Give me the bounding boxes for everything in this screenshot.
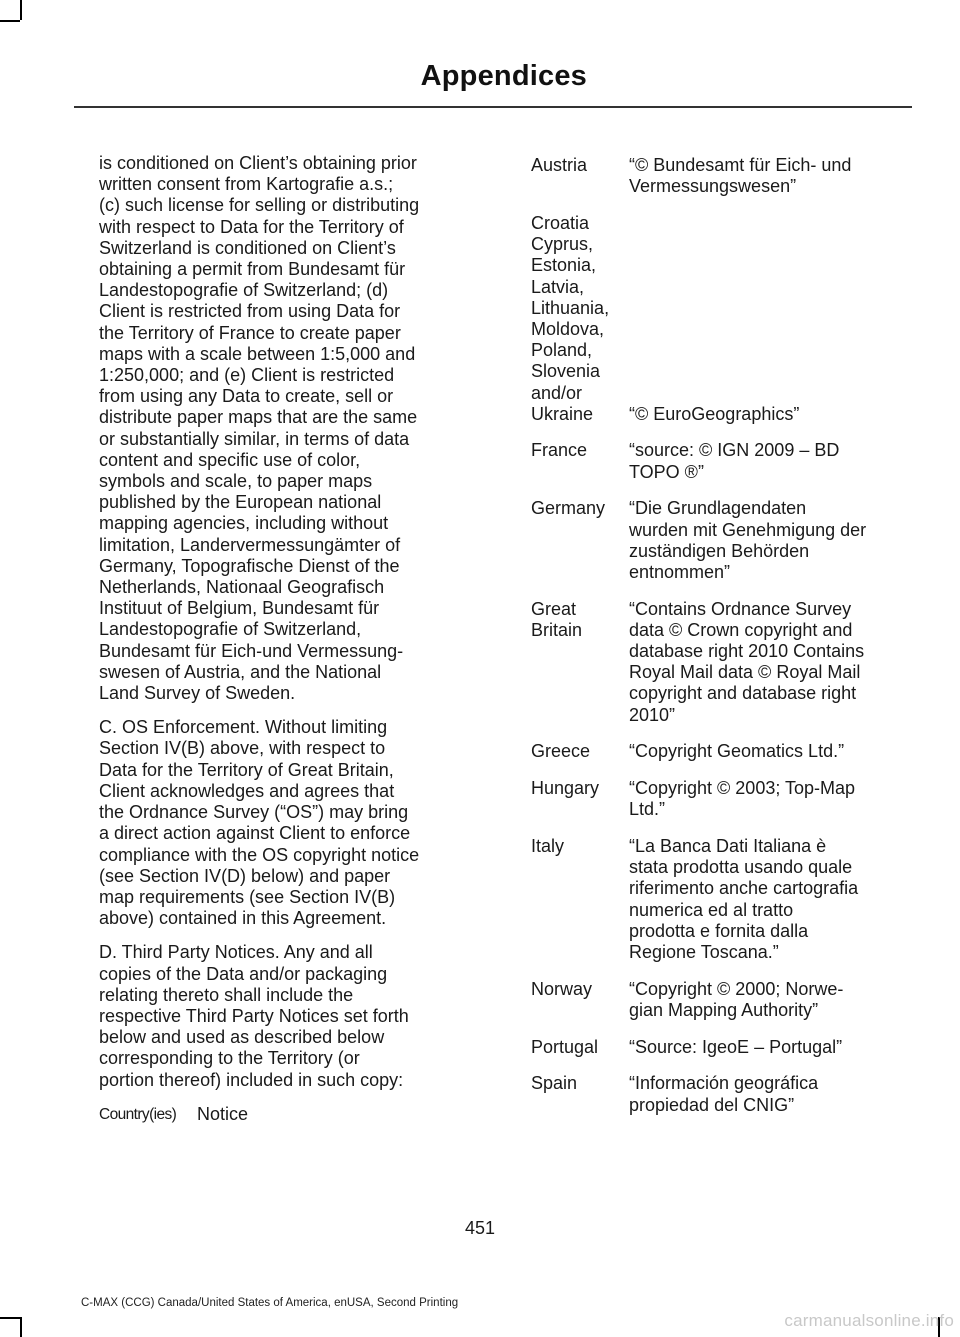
crop-mark-bottom-left-horizontal bbox=[0, 1317, 20, 1319]
notice-cell: “source: © IGN 2009 – BD TOPO ®” bbox=[629, 440, 840, 482]
country-cell: Austria bbox=[531, 155, 588, 175]
table-row bbox=[531, 836, 903, 963]
crop-mark-top-left-horizontal bbox=[0, 20, 20, 22]
paragraph-os-enforcement: C. OS Enforcement. Without limiting Section IV(B) above, with respect to Data for the Territory of Great Britain, Client acknowledges and agrees that the Ordnance Survey (“OS”) may bring a direct action against Client to enforce compliance with the OS copyright notice (see Section IV(D) below) and paper map requirements (see Section IV(B) above) contained in this Agreement. bbox=[99, 717, 420, 929]
notice-cell: “Die Grundlagendaten wurden mit Genehmigung der zuständigen Behörden entnommen” bbox=[629, 498, 867, 582]
country-cell: Croatia Cyprus, Estonia, Latvia, Lithuania, Moldova, Poland, Slovenia and/or Ukraine bbox=[531, 212, 610, 424]
notice-cell: “© Bundesamt für Eich- und Vermessungswesen” bbox=[629, 155, 852, 197]
header-divider bbox=[74, 106, 912, 108]
table-row bbox=[531, 599, 903, 726]
notice-cell: “Información geográfica propiedad del CNIG” bbox=[629, 1073, 819, 1115]
table-row bbox=[531, 979, 903, 1021]
country-cell: Great Britain bbox=[531, 598, 583, 640]
notice-table bbox=[531, 155, 903, 1131]
printing-footer: C-MAX (CCG) Canada/United States of America, enUSA, Second Printing bbox=[81, 1297, 459, 1309]
country-cell: Hungary bbox=[531, 778, 600, 799]
country-cell: Spain bbox=[531, 1073, 578, 1094]
paragraph-license-conditions: is conditioned on Client’s obtaining prior written consent from Kartografie a.s.; (c) such license for selling or distributing with respect to Data for the Territory of Switzerland is conditioned on Client’s obtaining a permit from Bundesamt für Landestopografie of Switzerland; (d) Client is restricted from using Data for the Territory of France to create paper maps with a scale between 1:5,000 and 1:250,000; and (e) Client is restricted from using any Data to create, sell or distribute paper maps that are the same or substantially similar, in terms of data content and specific use of color, symbols and scale, to paper maps published by the European national mapping agencies, including without limitation, Landervermessungämter of Germany, Topografische Dienst of the Netherlands, Nationaal Geografisch Instituut of Belgium, Bundesamt für Landestopografie of Switzerland, Bundesamt für Eich-und Vermessung- swesen of Austria, and the National Land Survey of Sweden. bbox=[99, 153, 420, 704]
page-number: 451 bbox=[464, 1218, 496, 1238]
notice-cell: “Copyright © 2000; Norwe- gian Mapping Authority” bbox=[629, 978, 844, 1020]
table-row bbox=[531, 1073, 903, 1115]
country-cell: Germany bbox=[531, 498, 606, 519]
table-row bbox=[531, 778, 903, 820]
table-row bbox=[531, 741, 903, 762]
left-column bbox=[99, 153, 471, 1125]
notice-cell: “Copyright Geomatics Ltd.” bbox=[629, 741, 845, 762]
page-title: Appendices bbox=[420, 60, 587, 92]
notice-table-header bbox=[99, 1104, 471, 1125]
column-header-notice: Notice bbox=[197, 1103, 249, 1124]
table-row bbox=[531, 213, 903, 425]
notice-cell: “Copyright © 2003; Top-Map Ltd.” bbox=[629, 778, 856, 820]
notice-cell: “© EuroGeographics” bbox=[629, 403, 800, 424]
crop-mark-top-left-vertical bbox=[20, 0, 22, 20]
notice-cell: “La Banca Dati Italiana è stata prodotta usando quale riferimento anche cartografia numerica ed al tratto prodotta e fornita dalla Regione Toscana.” bbox=[629, 835, 859, 962]
notice-cell: “Contains Ordnance Survey data © Crown copyright and database right 2010 Contains Royal Mail data © Royal Mail copyright and database right 2010” bbox=[629, 598, 865, 725]
table-row bbox=[531, 440, 903, 482]
table-row bbox=[531, 498, 903, 583]
country-cell: Portugal bbox=[531, 1036, 599, 1057]
notice-cell: “Source: IgeoE – Portugal” bbox=[629, 1036, 843, 1057]
country-cell: Italy bbox=[531, 835, 565, 856]
country-cell: Norway bbox=[531, 978, 593, 999]
site-watermark: carmanualsonline.info bbox=[784, 1311, 954, 1330]
table-row bbox=[531, 155, 903, 197]
crop-mark-bottom-left-vertical bbox=[20, 1317, 22, 1337]
paragraph-third-party-notices: D. Third Party Notices. Any and all copies of the Data and/or packaging relating thereto shall include the respective Third Party Notices set forth below and used as described below corresponding to the Territory (or portion thereof) included in such copy: bbox=[99, 942, 409, 1090]
table-row bbox=[531, 1037, 903, 1058]
column-header-country: Country(ies) bbox=[99, 1105, 177, 1123]
country-cell: France bbox=[531, 440, 588, 461]
country-cell: Greece bbox=[531, 741, 591, 762]
